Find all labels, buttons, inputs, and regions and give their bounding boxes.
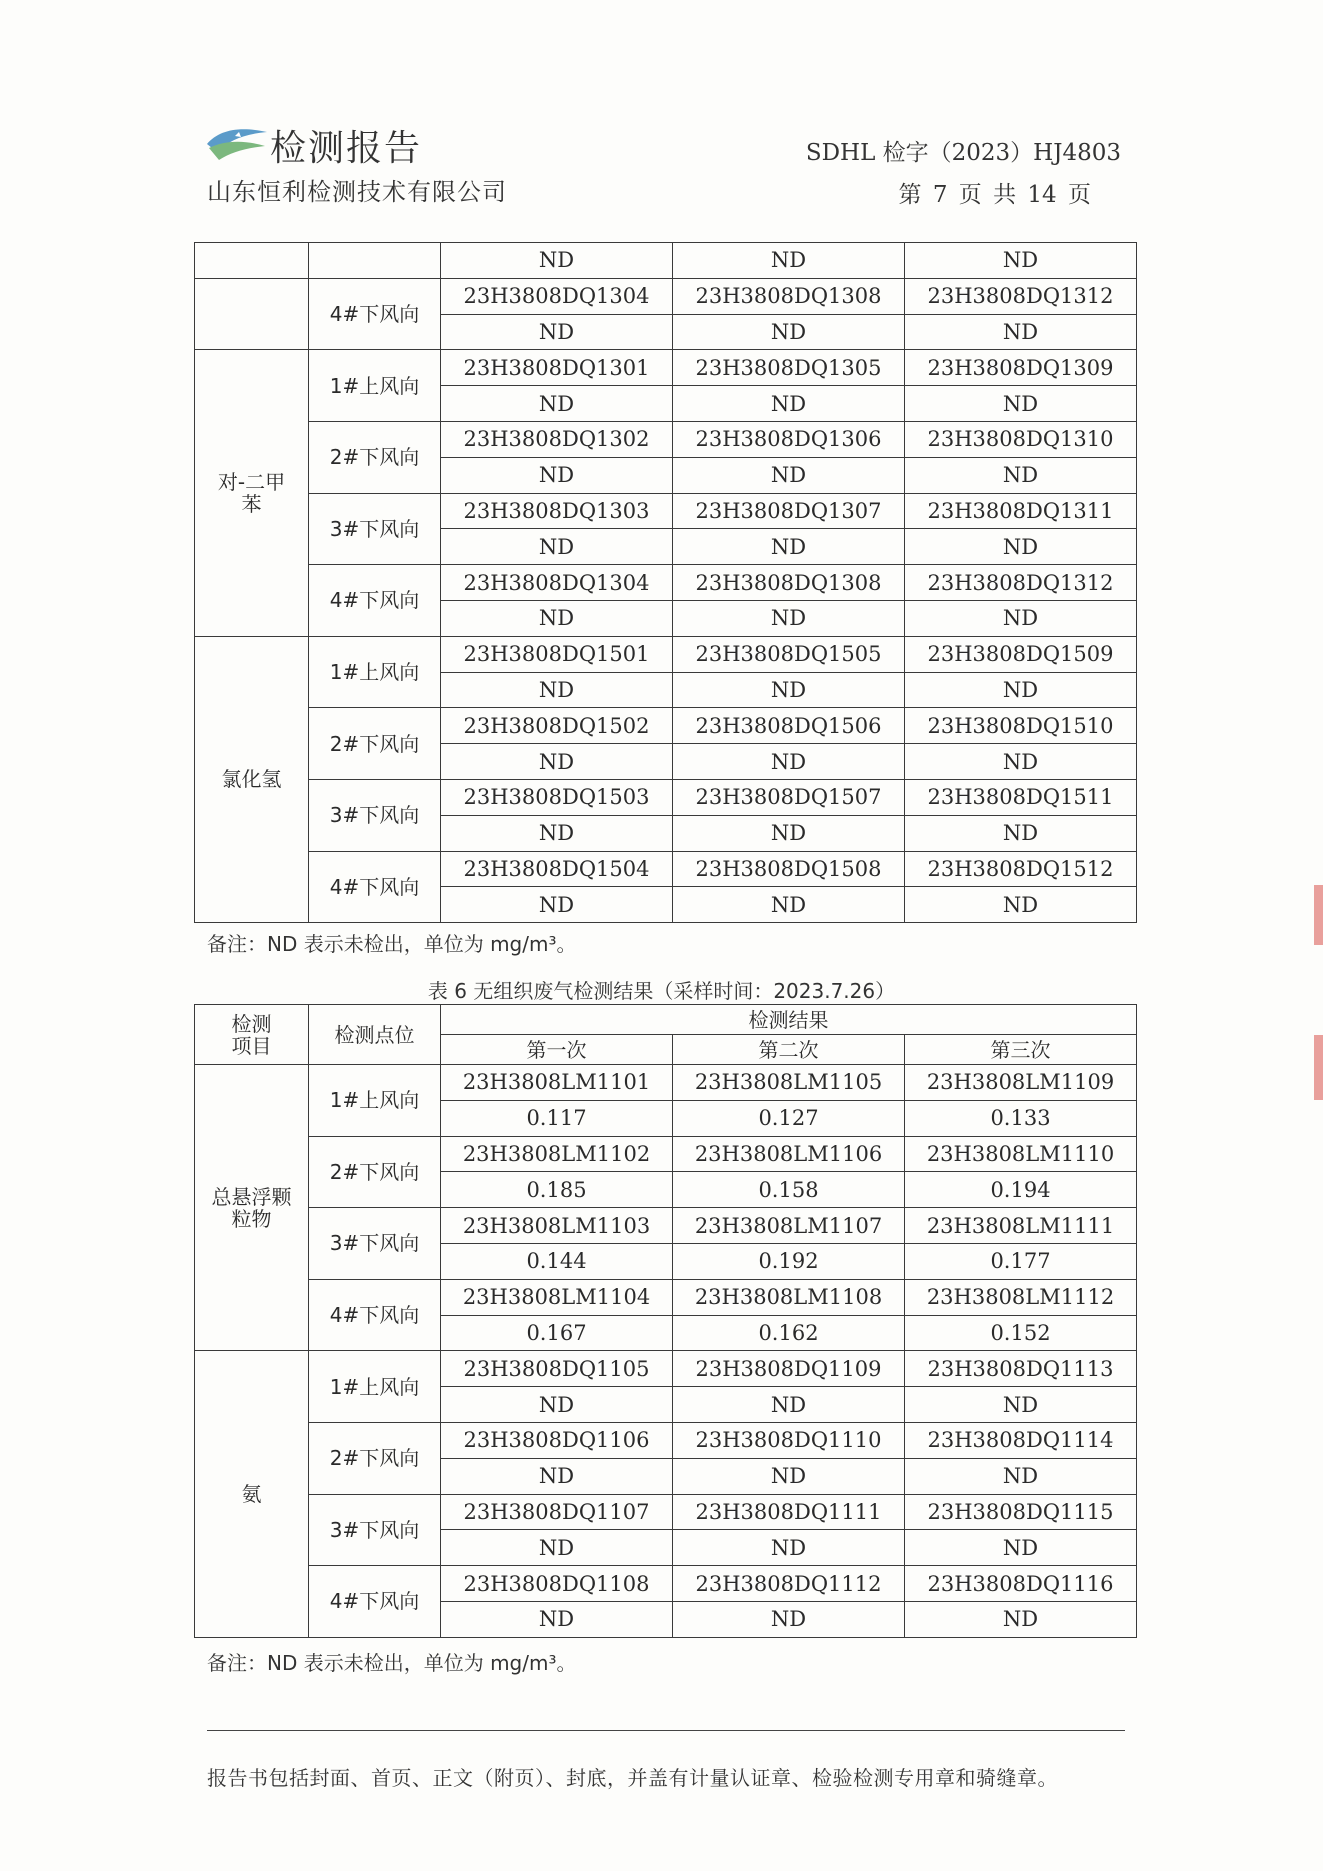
table-cell: ND [441, 457, 673, 493]
table-row [195, 243, 1137, 279]
table-row [195, 1208, 1137, 1244]
point-cell: 4#下风向 [309, 1279, 441, 1351]
table-row [195, 1566, 1137, 1602]
table-cell: ND [441, 887, 673, 923]
table-row [195, 779, 1137, 815]
table-cell: ND [673, 600, 905, 636]
table-cell: ND [673, 887, 905, 923]
table-cell: 0.144 [441, 1243, 673, 1279]
table-cell: 23H3808DQ1312 [905, 565, 1137, 601]
table-cell: 23H3808DQ1106 [441, 1422, 673, 1458]
table-cell: ND [905, 457, 1137, 493]
table-cell: 23H3808LM1108 [673, 1279, 905, 1315]
table-cell: 23H3808DQ1310 [905, 421, 1137, 457]
table-cell: 23H3808LM1107 [673, 1208, 905, 1244]
table-cell: ND [905, 887, 1137, 923]
table-cell: ND [673, 314, 905, 350]
point-cell: 1#上风向 [309, 350, 441, 422]
table-cell: 0.194 [905, 1172, 1137, 1208]
header-result: 检测结果 [441, 1005, 1137, 1035]
table-cell: 23H3808DQ1506 [673, 708, 905, 744]
point-cell: 4#下风向 [309, 565, 441, 637]
table-cell: ND [905, 600, 1137, 636]
table-row [195, 1351, 1137, 1387]
table-cell: 23H3808DQ1304 [441, 278, 673, 314]
table-cell: 23H3808DQ1510 [905, 708, 1137, 744]
table-cell: 23H3808DQ1114 [905, 1422, 1137, 1458]
table-cell [195, 278, 309, 350]
table-cell: 23H3808DQ1508 [673, 851, 905, 887]
table-header-row [195, 1005, 1137, 1035]
table-cell: 23H3808DQ1105 [441, 1351, 673, 1387]
table-cell: ND [905, 1458, 1137, 1494]
table-cell: 23H3808LM1103 [441, 1208, 673, 1244]
table-cell: 23H3808LM1106 [673, 1136, 905, 1172]
table-cell: ND [673, 744, 905, 780]
table-cell: 23H3808DQ1113 [905, 1351, 1137, 1387]
table-cell: 23H3808DQ1110 [673, 1422, 905, 1458]
table-cell: 23H3808DQ1308 [673, 278, 905, 314]
table-row [195, 708, 1137, 744]
table-row [195, 350, 1137, 386]
point-cell: 3#下风向 [309, 1208, 441, 1280]
point-cell: 3#下风向 [309, 779, 441, 851]
header-third: 第三次 [905, 1035, 1137, 1065]
table-cell: ND [905, 1601, 1137, 1637]
table-cell: ND [673, 672, 905, 708]
point-cell: 2#下风向 [309, 421, 441, 493]
table-cell: 23H3808LM1105 [673, 1065, 905, 1101]
point-cell: 1#上风向 [309, 1351, 441, 1423]
table-cell: ND [441, 1458, 673, 1494]
table-cell: 23H3808LM1104 [441, 1279, 673, 1315]
table-cell: ND [441, 386, 673, 422]
page-info: 第 7 页 共 14 页 [898, 182, 1091, 208]
table-cell: 23H3808DQ1505 [673, 636, 905, 672]
table-note: 备注：ND 表示未检出，单位为 mg/m³。 [207, 932, 577, 956]
report-number: SDHL 检字（2023）HJ4803 [805, 140, 1121, 166]
point-cell: 2#下风向 [309, 1136, 441, 1208]
table-cell: 23H3808DQ1507 [673, 779, 905, 815]
table-row [195, 278, 1137, 314]
table-cell: ND [673, 1458, 905, 1494]
table-cell: ND [905, 672, 1137, 708]
table-cell: 0.117 [441, 1100, 673, 1136]
table-cell: ND [673, 243, 905, 279]
table-cell: 23H3808DQ1311 [905, 493, 1137, 529]
table-cell: 0.152 [905, 1315, 1137, 1351]
table-cell: ND [905, 1387, 1137, 1423]
table-row [195, 1494, 1137, 1530]
point-cell: 3#下风向 [309, 1494, 441, 1566]
table-cell: ND [441, 600, 673, 636]
table-cell: ND [673, 815, 905, 851]
table-cell: 23H3808LM1102 [441, 1136, 673, 1172]
table-cell: 23H3808LM1110 [905, 1136, 1137, 1172]
table-cell: 0.133 [905, 1100, 1137, 1136]
header-second: 第二次 [673, 1035, 905, 1065]
table-cell: 23H3808DQ1115 [905, 1494, 1137, 1530]
footer-text: 报告书包括封面、首页、正文（附页）、封底，并盖有计量认证章、检验检测专用章和骑缝章。 [207, 1766, 1058, 1790]
table-cell: 23H3808LM1109 [905, 1065, 1137, 1101]
table-row [195, 1422, 1137, 1458]
table-cell: 0.167 [441, 1315, 673, 1351]
table-cell: 0.185 [441, 1172, 673, 1208]
table-cell: ND [905, 243, 1137, 279]
table-cell: ND [441, 1601, 673, 1637]
results-table-6 [194, 1004, 1137, 1638]
seam-stamp-edge [1314, 1035, 1323, 1100]
footer-divider [207, 1730, 1125, 1731]
table-row [195, 851, 1137, 887]
table-cell: ND [441, 672, 673, 708]
company-logo-icon [205, 122, 269, 162]
table-cell: ND [441, 744, 673, 780]
table-cell: ND [441, 1387, 673, 1423]
table-row [195, 1279, 1137, 1315]
table-cell: 23H3808DQ1308 [673, 565, 905, 601]
table-cell: ND [905, 386, 1137, 422]
point-cell: 4#下风向 [309, 1566, 441, 1638]
table-cell: ND [905, 744, 1137, 780]
table-cell: 0.192 [673, 1243, 905, 1279]
table-cell: 23H3808DQ1502 [441, 708, 673, 744]
table-cell: 0.177 [905, 1243, 1137, 1279]
point-cell: 3#下风向 [309, 493, 441, 565]
table-cell: 23H3808DQ1111 [673, 1494, 905, 1530]
table-cell: 23H3808DQ1305 [673, 350, 905, 386]
point-cell: 4#下风向 [309, 278, 441, 350]
table-cell: 23H3808DQ1108 [441, 1566, 673, 1602]
report-title: 检测报告 [270, 128, 423, 169]
item-cell: 氨 [195, 1351, 309, 1637]
header-point: 检测点位 [309, 1005, 441, 1065]
report-header [0, 0, 1323, 230]
table-row [195, 493, 1137, 529]
item-cell: 总悬浮颗粒物 [195, 1065, 309, 1351]
item-cell: 氯化氢 [195, 636, 309, 922]
table-cell: 23H3808DQ1504 [441, 851, 673, 887]
table-cell: 0.127 [673, 1100, 905, 1136]
table-cell: ND [673, 1601, 905, 1637]
table-note: 备注：ND 表示未检出，单位为 mg/m³。 [207, 1651, 577, 1675]
table-cell: ND [905, 529, 1137, 565]
table-cell: 23H3808LM1101 [441, 1065, 673, 1101]
point-cell: 1#上风向 [309, 636, 441, 708]
table-cell: 23H3808DQ1109 [673, 1351, 905, 1387]
table-caption: 表 6 无组织废气检测结果（采样时间：2023.7.26） [427, 979, 896, 1003]
table-cell: 23H3808LM1112 [905, 1279, 1137, 1315]
table-row [195, 565, 1137, 601]
table-row [195, 1065, 1137, 1101]
table-row [195, 421, 1137, 457]
table-cell: ND [441, 243, 673, 279]
table-cell: 0.158 [673, 1172, 905, 1208]
table-cell: ND [441, 1530, 673, 1566]
table-cell: 23H3808DQ1306 [673, 421, 905, 457]
table-cell: 23H3808DQ1301 [441, 350, 673, 386]
table-cell: 23H3808DQ1307 [673, 493, 905, 529]
table-cell: 23H3808DQ1503 [441, 779, 673, 815]
table-cell: 23H3808DQ1107 [441, 1494, 673, 1530]
table-cell: ND [905, 1530, 1137, 1566]
table-cell: 23H3808DQ1304 [441, 565, 673, 601]
company-name: 山东恒利检测技术有限公司 [207, 178, 507, 206]
header-item: 检测项目 [195, 1005, 309, 1065]
table-cell: 23H3808DQ1112 [673, 1566, 905, 1602]
table-cell: 23H3808DQ1302 [441, 421, 673, 457]
table-cell: ND [441, 314, 673, 350]
table-cell: 23H3808DQ1303 [441, 493, 673, 529]
table-cell: ND [673, 457, 905, 493]
table-cell: 23H3808DQ1509 [905, 636, 1137, 672]
table-cell: ND [673, 1387, 905, 1423]
table-cell: 23H3808DQ1116 [905, 1566, 1137, 1602]
table-cell: ND [673, 1530, 905, 1566]
point-cell: 4#下风向 [309, 851, 441, 923]
header-first: 第一次 [441, 1035, 673, 1065]
table-cell: ND [441, 815, 673, 851]
table-cell: 23H3808DQ1312 [905, 278, 1137, 314]
results-table-continued [194, 242, 1137, 923]
table-cell: ND [673, 529, 905, 565]
table-cell: 23H3808DQ1512 [905, 851, 1137, 887]
table-row [195, 1136, 1137, 1172]
table-cell: ND [905, 815, 1137, 851]
table-cell: 23H3808DQ1501 [441, 636, 673, 672]
item-cell: 对-二甲苯 [195, 350, 309, 636]
point-cell: 1#上风向 [309, 1065, 441, 1137]
table-cell: ND [905, 314, 1137, 350]
seam-stamp-edge [1314, 885, 1323, 945]
table-cell: 23H3808LM1111 [905, 1208, 1137, 1244]
point-cell: 2#下风向 [309, 1422, 441, 1494]
table-cell [195, 243, 309, 279]
table-cell [309, 243, 441, 279]
table-row [195, 636, 1137, 672]
point-cell: 2#下风向 [309, 708, 441, 780]
table-cell: 0.162 [673, 1315, 905, 1351]
table-cell: ND [441, 529, 673, 565]
table-cell: 23H3808DQ1511 [905, 779, 1137, 815]
table-cell: ND [673, 386, 905, 422]
table-cell: 23H3808DQ1309 [905, 350, 1137, 386]
